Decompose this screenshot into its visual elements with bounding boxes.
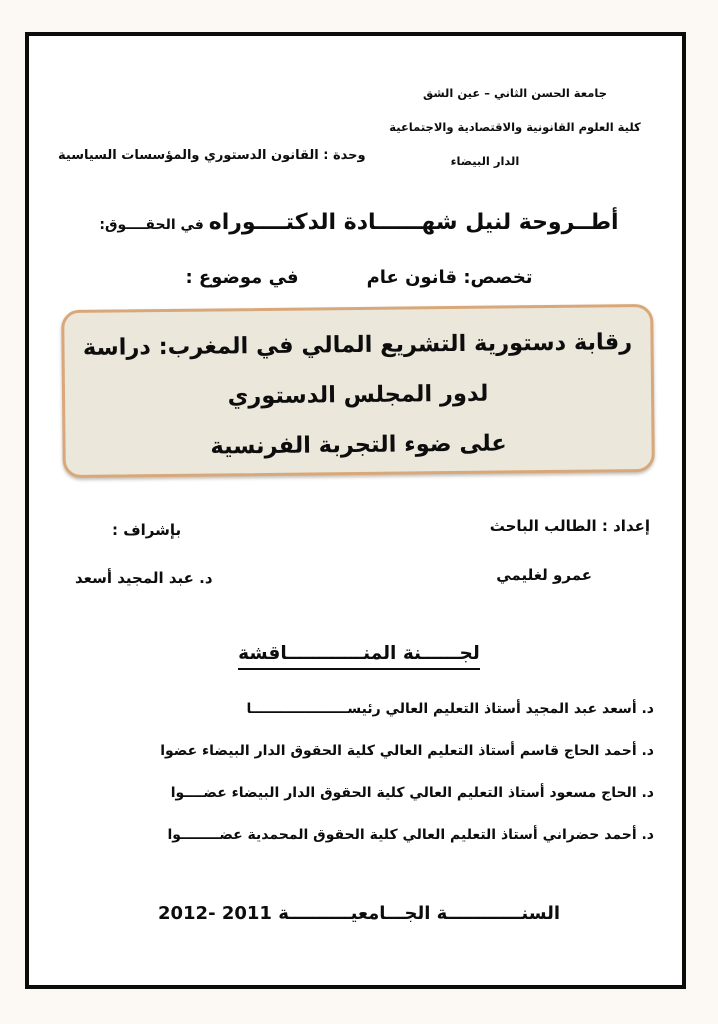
committee-members-list [160, 688, 654, 856]
thesis-title-line1: رقابة دستورية التشريع المالي في المغرب: دراسة [82, 329, 633, 361]
specialization-row [0, 263, 718, 293]
committee-member: د. أحمد الحاج قاسم أستاذ التعليم العالي كلية الحقوق الدار البيضاء عضوا [160, 743, 654, 759]
thesis-title-line2: لدور المجلس الدستوري [227, 380, 489, 410]
city-name: الدار البيضاء [450, 154, 520, 168]
committee-member: د. أسعد عبد المجيد أستاذ التعليم العالي رئيســــــــــــــــــــا [246, 701, 654, 717]
faculty-name: كلية العلوم القانونية والاقتصادية والاجتماعية [389, 120, 641, 134]
university-name: جامعة الحسن الثاني – عين الشق [422, 86, 607, 100]
specialization-label: تخصص: قانون عام [366, 267, 533, 288]
supervised-by-label: بإشراف : [112, 521, 182, 539]
committee-section [0, 643, 718, 670]
academic-year: السنــــــــــــة الجـــامعيــــــــــة 2011 -2012 [157, 903, 561, 924]
committee-heading: لجــــــنة المنــــــــــــاقشة [238, 643, 480, 670]
institution-header [380, 76, 650, 178]
supervisor-name: د. عبد المجيد أسعد [75, 569, 213, 587]
thesis-title-line3: على ضوء التجربة الفرنسية [210, 430, 507, 460]
committee-member: د. الحاج مسعود أستاذ التعليم العالي كلية الحقوق الدار البيضاء عضــــوا [170, 785, 654, 801]
prepared-by-label: إعداد : الطالب الباحث [489, 517, 650, 535]
thesis-title-box [61, 304, 655, 478]
degree-statement [0, 206, 718, 242]
committee-member: د. أحمد حضراني أستاذ التعليم العالي كلية الحقوق المحمدية عضــــــــوا [167, 827, 654, 843]
degree-statement-main: أطــروحة لنيل شهــــــادة الدكتــــوراه [208, 210, 619, 235]
research-unit: وحدة : القانون الدستوري والمؤسسات السياسية [58, 148, 366, 163]
student-name: عمرو لغليمي [496, 566, 592, 584]
subject-label: في موضوع : [185, 267, 299, 288]
degree-statement-field: في الحقــــوق: [99, 217, 209, 233]
